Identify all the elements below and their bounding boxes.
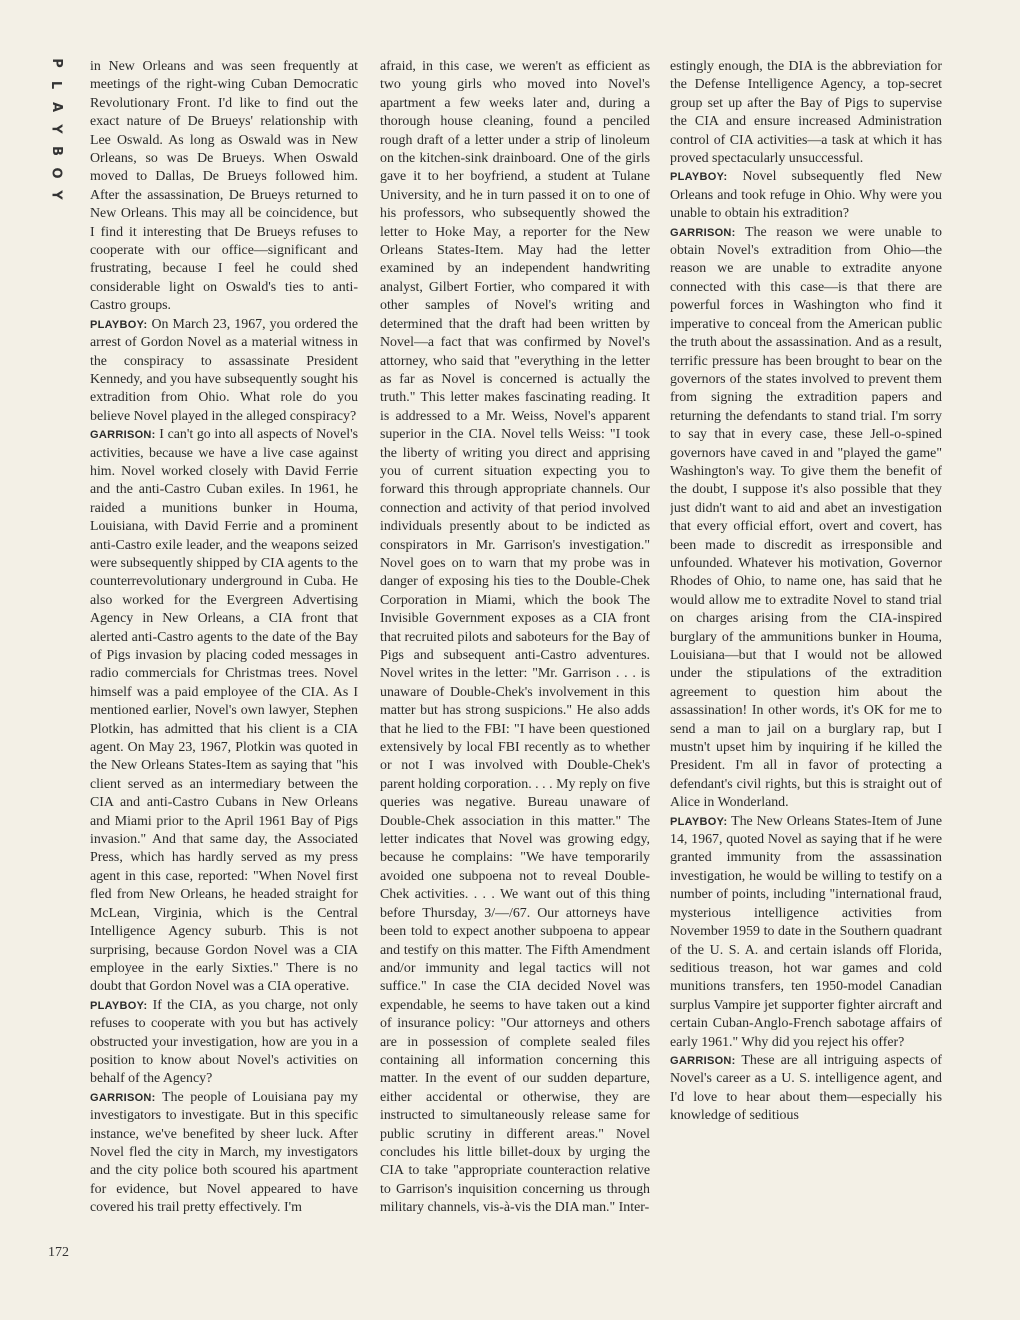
paragraph	[90, 997, 358, 1089]
masthead-letter: P	[48, 58, 64, 68]
paragraph-text: The reason we were unable to obtain Novel's extradition from Ohio—the reason we are unable to extradite anyone connected with this case—is that there are powerful forces in Washington who find it imperative to conceal from the American public the truth about the assassination. And as a result, terrific pressure has been brought to bear on the governors of the states involved to prevent them from signing the extradition papers and returning the defendants to stand trial. I'm sorry to say that in every case, these Jell-o-spined governors have caved in and "played the game" Washington's way. To give them the benefit of the doubt, I suppose it's also possible that they just didn't want to aid and abet an investigation that every official effort, overt and covert, has been made to discredit as irresponsible and unfounded. Whatever his motivation, Governor Rhodes of Ohio, to name one, has said that he would allow me to extradite Novel to stand trial on charges arising from the CIA-inspired burglary of the ammunitions bunker in Houma, Louisiana—but that I would not be allowed under the stipulations of the extradition agreement to question him about the assassination! In other words, it's OK for me to send a man to jail on a burglary rap, but I mustn't upset him by inquiring if he killed the President. I'm all in favor of protecting a defendant's civil rights, but this is straight out of Alice in Wonderland.	[670, 224, 942, 811]
playboy-masthead	[48, 56, 64, 202]
paragraph	[670, 1052, 942, 1126]
paragraph-text: If the CIA, as you charge, not only refuses to cooperate with you but has actively obstructed your investigation, how are you in a position to know about Novel's activities on behalf of the Agency?	[90, 997, 358, 1087]
paragraph-text: The New Orleans States-Item of June 14, 1967, quoted Novel as saying that if he were granted immunity from the assassination investigation, he would be willing to testify on a number of points, including "international fraud, mysterious intelligence activities from November 1959 to date in the Southern quadrant of the U. S. A. and certain islands off Florida, seditious treason, hot war games and cold munitions transfers, ten 1950-model Canadian surplus Vampire jet supporter fighter aircraft and certain Cuban-Anglo-French sabotage affairs of early 1961." Why did you reject his offer?	[670, 813, 942, 1050]
text-column-3	[670, 58, 942, 1268]
paragraph	[90, 58, 358, 316]
masthead-letter: B	[48, 146, 64, 156]
paragraph	[670, 58, 942, 168]
text-column-2	[380, 58, 650, 1268]
paragraph	[90, 316, 358, 426]
paragraph	[670, 813, 942, 1052]
speaker-label: GARRISON:	[90, 429, 156, 442]
paragraph-text: afraid, in this case, we weren't as efficient as two young girls who moved into Novel's apartment a few weeks later and, during a thorough house cleaning, found a penciled rough draft of a letter under a strip of linoleum on the kitchen-sink drainboard. One of the girls gave it to her boyfriend, a student at Tulane University, and he in turn passed it on to one of his professors, who subsequently showed the letter to Hoke May, a reporter for the New Orleans States-Item. May had the letter examined by an independent handwriting analyst, Gilbert Fortier, who compared it with other samples of Novel's writing and determined that the draft had been written by Novel—a fact that was confirmed by Novel's attorney, who said that "everything in the letter as far as Novel is concerned is actually the truth." This letter makes fascinating reading. It is addressed to a Mr. Weiss, Novel's apparent superior in the CIA. Novel tells Weiss: "I took the liberty of writing you direct and apprising you of current situation expecting you to forward this through appropriate channels. Our connection and activity of that period involved individuals presently about to be indicted as conspirators in Mr. Garrison's investigation." Novel goes on to warn that my probe was in danger of exposing his ties to the Double-Chek Corporation in Miami, which the book The Invisible Government exposes as a CIA front that recruited pilots and saboteurs for the Bay of Pigs and subsequent anti-Castro adventures. Novel writes in the letter: "Mr. Garrison . . . is unaware of Double-Chek's involvement in this matter but has strong suspicions." He also adds that he lied to the FBI: "I have been questioned extensively by local FBI recently as to whether or not I was involved with Double-Chek's parent holding corporation. . . . My reply on five queries was negative. Bureau unaware of Double-Chek association in this matter." The letter indicates that Novel was growing edgy, because he complains: "We have temporarily avoided one subpoena not to reveal Double-Chek activities. . . . We want out of this thing before Thursday, 3/—/67. Our attorneys have been told to expect another subpoena to appear and testify on this matter. The Fifth Amendment and/or immunity and legal tactics will not suffice." In case the CIA decided Novel was expendable, he seems to have taken out a kind of insurance policy: "Our attorneys and others are in possession of complete sealed files containing all information concerning this matter. In the event of our sudden departure, either accidental or otherwise, they are instructed to simultaneously release same for public scrutiny in different areas." Novel concludes his little billet-doux by urging the CIA to take "appropriate counteraction relative to Garrison's inquisition concerning us through military channels, vis-à-vis the DIA man." Inter-	[380, 59, 650, 1216]
paragraph-text: On March 23, 1967, you ordered the arrest of Gordon Novel as a material witness in the conspiracy to assassinate President Kennedy, and you have subsequently sought his extradition from Ohio. What role do you believe Novel played in the alleged conspiracy?	[90, 316, 358, 424]
masthead-letter: O	[48, 167, 64, 179]
paragraph-text: The people of Louisiana pay my investigators to investigate. But in this specific instance, we've benefited by sheer luck. After Novel fled the city in March, my investigators and the city police both scoured his apartment for evidence, but Novel appeared to have covered his trail pretty effectively. I'm	[90, 1089, 358, 1216]
paragraph-text: in New Orleans and was seen frequently at meetings of the right-wing Cuban Democratic Revolutionary Front. I'd like to find out the exact nature of De Brueys' relationship with Lee Oswald. As long as Oswald was in New Orleans, so was De Brueys. When Oswald moved to Dallas, De Brueys followed him. After the assassination, De Brueys returned to New Orleans. This may all be coincidence, but I find it interesting that De Brueys refuses to cooperate with our office—significant and frustrating, because I feel he could shed considerable light on Oswald's ties to anti-Castro groups.	[90, 59, 358, 314]
speaker-label: PLAYBOY:	[90, 318, 148, 331]
speaker-label: PLAYBOY:	[670, 815, 728, 828]
paragraph	[380, 58, 650, 1218]
paragraph	[670, 168, 942, 223]
paragraph-text: I can't go into all aspects of Novel's activities, because we have a live case against him. Novel worked closely with David Ferrie and the anti-Castro Cuban exiles. In 1961, he raided a munitions bunker in Houma, Louisiana, with David Ferrie and a prominent anti-Castro exile leader, and the weapons seized were subsequently shipped by CIA agents to the counterrevolutionary underground in Cuba. He also worked for the Evergreen Advertising Agency in New Orleans, a CIA front that alerted anti-Castro agents to the date of the Bay of Pigs invasion by placing coded messages in radio commercials for Christmas trees. Novel himself was a paid employee of the CIA. As I mentioned earlier, Novel's own lawyer, Stephen Plotkin, has admitted that his client is a CIA agent. On May 23, 1967, Plotkin was quoted in the New Orleans States-Item as saying that "his client served as an intermediary between the CIA and anti-Castro Cubans in New Orleans and Miami prior to the April 1961 Bay of Pigs invasion." And that same day, the Associated Press, which has hardly served as my press agent in this case, reported: "When Novel first fled from New Orleans, he headed straight for McLean, Virginia, which is the Central Intelligence Agency suburb. This is not surprising, because Gordon Novel was a CIA employee in the early Sixties." There is no doubt that Gordon Novel was a CIA operative.	[90, 427, 358, 995]
speaker-label: GARRISON:	[670, 1054, 736, 1067]
paragraph-text: These are all intriguing aspects of Novel's career as a U. S. intelligence agent, and I'd love to hear about them—especially his knowledge of seditious	[670, 1052, 942, 1124]
speaker-label: GARRISON:	[670, 226, 736, 239]
paragraph-text: estingly enough, the DIA is the abbreviation for the Defense Intelligence Agency, a top-secret group set up after the Bay of Pigs to supervise the CIA and ensure increased Administration control of CIA activities—a task at which it has proved spectacularly unsuccessful.	[670, 59, 942, 167]
masthead-letter: Y	[48, 190, 64, 200]
masthead-letter: L	[48, 80, 64, 90]
paragraph	[90, 1089, 358, 1218]
speaker-label: PLAYBOY:	[670, 171, 728, 184]
speaker-label: PLAYBOY:	[90, 999, 148, 1012]
masthead-letter: Y	[48, 124, 64, 134]
paragraph-text: Novel subsequently fled New Orleans and took refuge in Ohio. Why were you unable to obtain his extradition?	[670, 169, 942, 222]
speaker-label: GARRISON:	[90, 1091, 156, 1104]
paragraph	[670, 224, 942, 813]
page-number: 172	[48, 1245, 69, 1260]
paragraph	[90, 426, 358, 997]
text-column-1	[90, 58, 358, 1268]
masthead-letter: A	[48, 101, 64, 113]
